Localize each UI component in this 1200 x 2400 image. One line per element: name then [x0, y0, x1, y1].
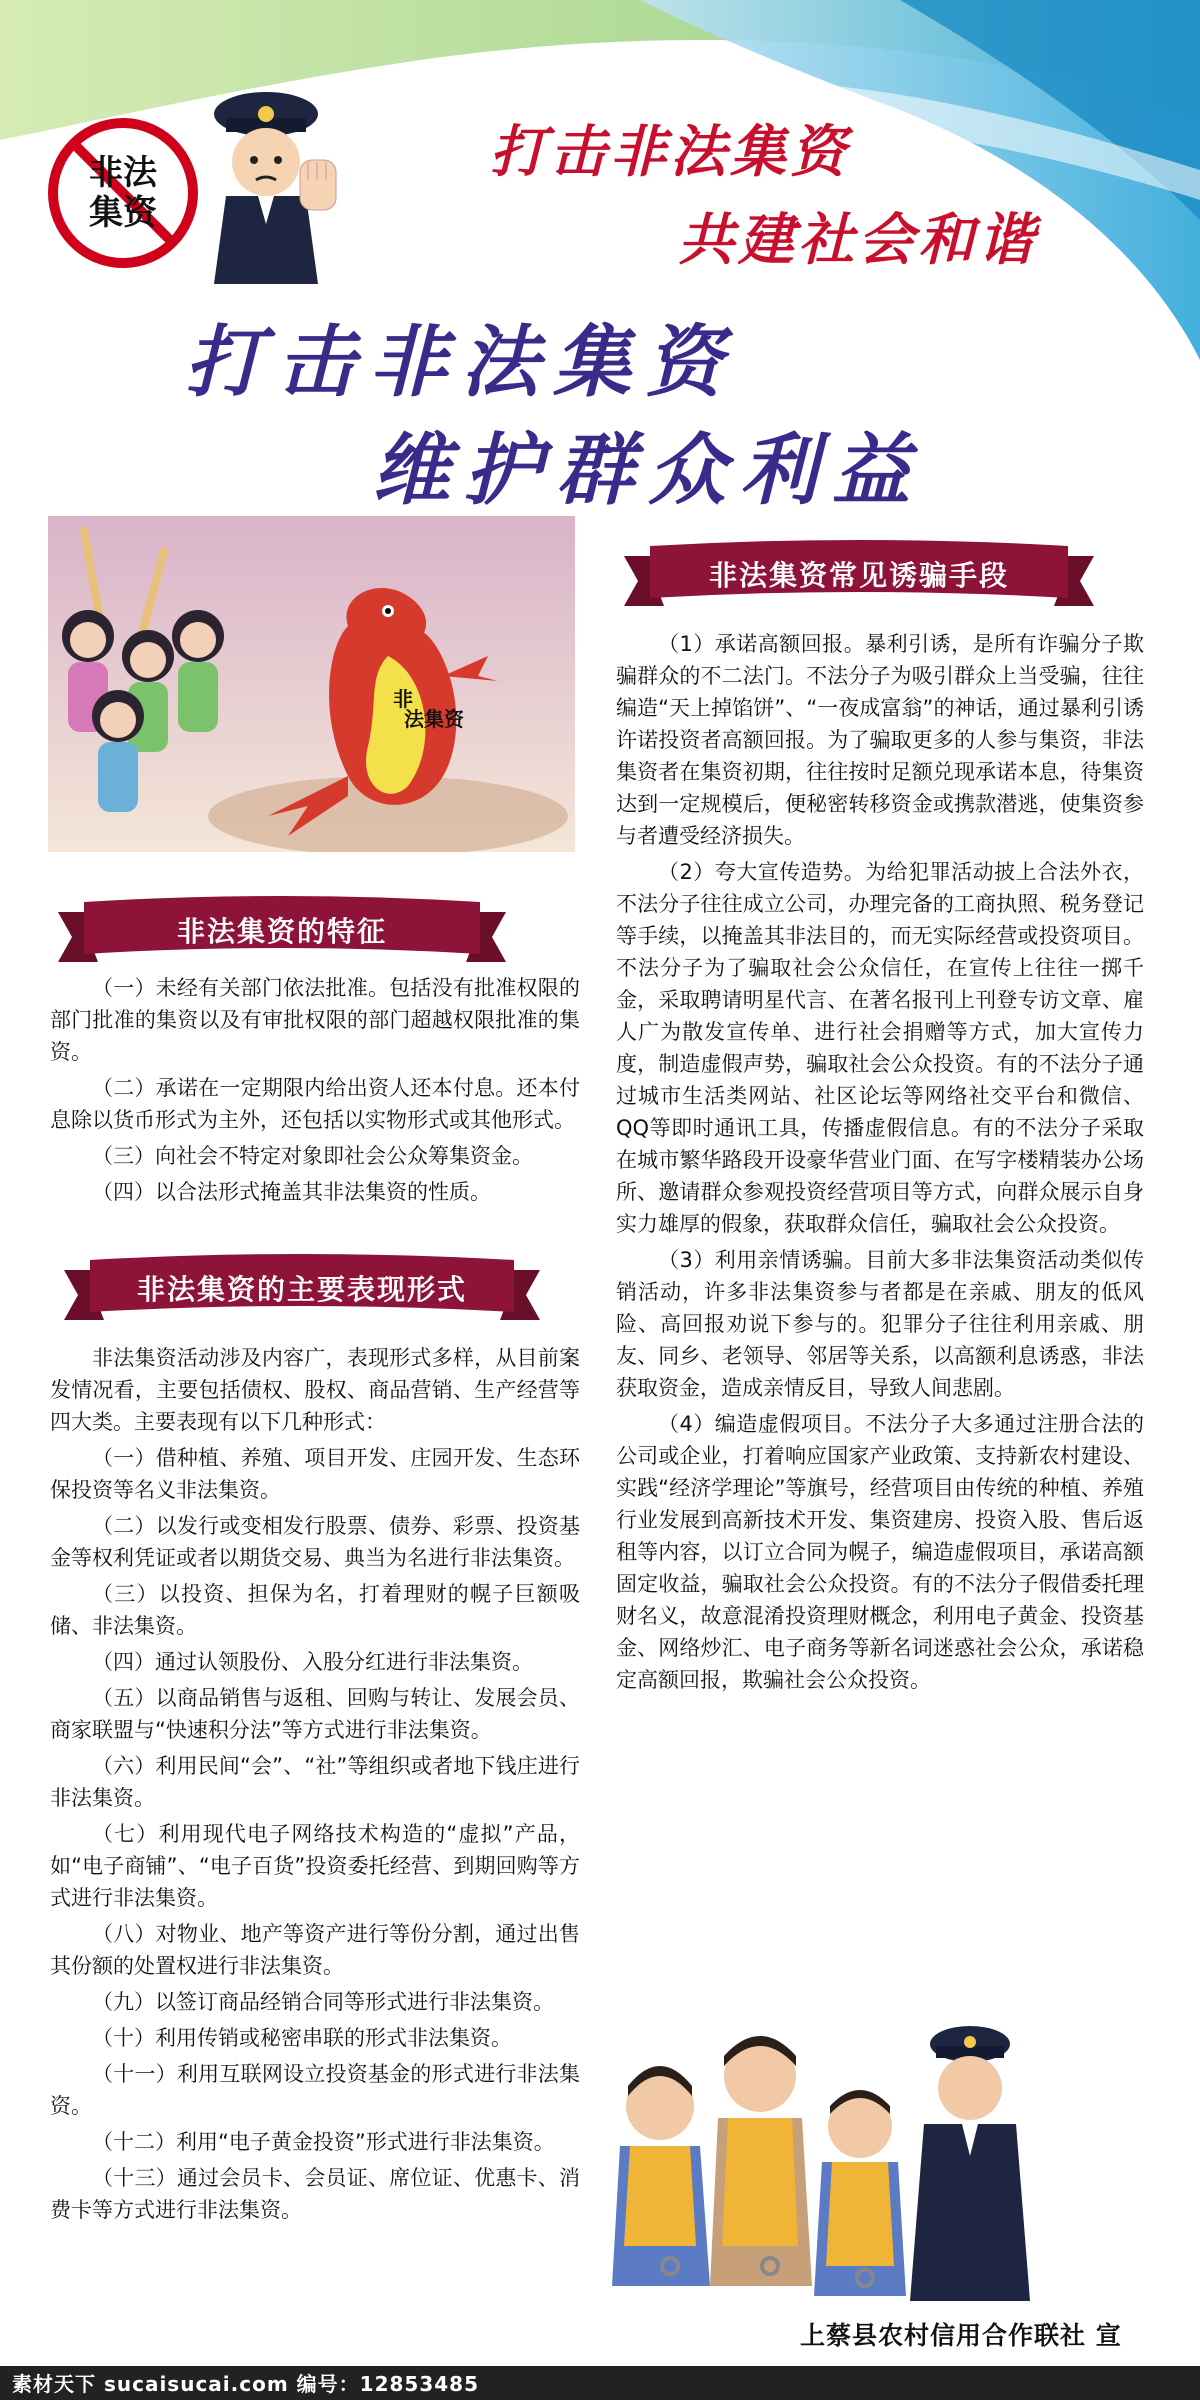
badge-text: [48, 118, 198, 268]
form-item: （十）利用传销或秘密串联的形式非法集资。: [92, 2026, 512, 2050]
forms-intro: 非法集资活动涉及内容广，表现形式多样，从目前案发情况看，主要包括债权、股权、商品营销、生产经营等四大类。主要表现有以下几种形式：: [50, 1346, 580, 1434]
form-item: （十三）通过会员卡、会员证、席位证、优惠卡、消费卡等方式进行非法集资。: [50, 2166, 580, 2222]
characteristics-banner: [58, 896, 506, 976]
form-item: （十二）利用“电子黄金投资”形式进行非法集资。: [92, 2130, 555, 2154]
characteristic-item: （一）未经有关部门依法批准。包括没有批准权限的部门批准的集资以及有审批权限的部门超越权限批准的集资。: [50, 976, 580, 1064]
form-item: （三）以投资、担保为名，打着理财的幌子巨额吸储、非法集资。: [50, 1582, 580, 1638]
form-item: （八）对物业、地产等资产进行等份分割，通过出售其份额的处置权进行非法集资。: [50, 1922, 580, 1978]
tricks-text: [616, 628, 1144, 1700]
form-item: （二）以发行或变相发行股票、债券、彩票、投资基金等权利凭证或者以期货交易、典当为名进行非法集资。: [50, 1514, 580, 1570]
trick-item: （4）编造虚假项目。不法分子大多通过注册合法的公司或企业，打着响应国家产业政策、支持新农村建设、实践“经济学理论”等旗号，经营项目由传统的种植、养殖行业发展到高新技术开发、集资建房、投资入股、售后返租等内容，以订立合同为幌子，编造虚假项目，承诺高额固定收益，骗取社会公众投资。有的不法分子假借委托理财名义，故意混淆投资理财概念，利用电子黄金、投资基金、网络炒汇、电子商务等新名词迷惑社会公众，承诺稳定高额回报，欺骗社会公众投资。: [616, 1412, 1144, 1692]
form-item: （十一）利用互联网设立投资基金的形式进行非法集资。: [50, 2062, 580, 2118]
trick-item: （2）夸大宣传造势。为给犯罪活动披上合法外衣，不法分子往往成立公司，办理完备的工商执照、税务登记等手续，以掩盖其非法目的，而无实际经营或投资项目。不法分子为了骗取社会公众信任，在宣传上往往一掷千金，采取聘请明星代言、在著名报刊上刊登专访文章、雇人广为散发宣传单、进行社会捐赠等方式，加大宣传力度，制造虚假声势，骗取社会公众投资。有的不法分子通过城市生活类网站、社区论坛等网络社交平台和微信、QQ等即时通讯工具，传播虚假信息。有的不法分子采取在城市繁华路段开设豪华营业门面、在写字楼精装办公场所、邀请群众参观投资经营项目等方式，向群众展示自身实力雄厚的假象，获取群众信任，骗取社会公众投资。: [616, 860, 1144, 1236]
crowd-vs-monster-illustration: [48, 516, 575, 852]
footer-organization: 上蔡县农村信用合作联社 宣: [800, 2321, 1122, 2350]
slogan-line-1: 打击非法集资: [490, 120, 850, 185]
characteristics-heading: 非法集资的特征: [176, 915, 387, 948]
tricks-banner: [624, 540, 1094, 620]
police-arrest-illustration: [600, 2016, 1090, 2306]
form-item: （一）借种植、养殖、项目开发、庄园开发、生态环保投资等名义非法集资。: [50, 1446, 580, 1502]
badge-line-1: 非法: [89, 153, 157, 193]
forms-text: [50, 1342, 580, 2230]
form-item: （九）以签订商品经销合同等形式进行非法集资。: [92, 1990, 554, 2014]
form-item: （六）利用民间“会”、“社”等组织或者地下钱庄进行非法集资。: [50, 1754, 580, 1810]
characteristic-item: （三）向社会不特定对象即社会公众筹集资金。: [92, 1144, 533, 1168]
trick-item: （3）利用亲情诱骗。目前大多非法集资活动类似传销活动，许多非法集资参与者都是在亲戚、朋友的低风险、高回报劝说下参与的。犯罪分子往往利用亲戚、朋友、同乡、老领导、邻居等关系，以高额利息诱惑，非法获取资金，造成亲情反目，导致人间悲剧。: [616, 1248, 1144, 1400]
tricks-heading: 非法集资常见诱骗手段: [708, 559, 1009, 592]
monster-tag-rest: 法集资: [404, 707, 464, 731]
forms-banner: [64, 1254, 540, 1334]
police-officer-icon: [196, 84, 346, 294]
main-title-line-1: 打击非法集资: [185, 318, 738, 408]
main-title-line-2: 维护群众利益: [372, 426, 925, 516]
characteristic-item: （二）承诺在一定期限内给出资人还本付息。还本付息除以货币形式为主外，还包括以实物形式或其他形式。: [50, 1076, 580, 1132]
form-item: （五）以商品销售与返租、回购与转让、发展会员、商家联盟与“快速积分法”等方式进行非法集资。: [50, 1686, 580, 1742]
watermark-text: 素材天下 sucaisucai.com 编号：12853485: [12, 2372, 479, 2396]
trick-item: （1）承诺高额回报。暴利引诱，是所有诈骗分子欺骗群众的不二法门。不法分子为吸引群众上当受骗，往往编造“天上掉馅饼”、“一夜成富翁”的神话，通过暴利引诱许诺投资者高额回报。为了骗取更多的人参与集资，非法集资者在集资初期，往往按时足额兑现承诺本息，待集资达到一定规模后，便秘密转移资金或携款潜逃，使集资参与者遭受经济损失。: [616, 632, 1144, 848]
characteristic-item: （四）以合法形式掩盖其非法集资的性质。: [92, 1180, 491, 1204]
slogan-line-2: 共建社会和谐: [678, 208, 1038, 273]
forms-heading: 非法集资的主要表现形式: [136, 1273, 467, 1306]
monster-tag-char: 非: [393, 687, 413, 711]
form-item: （四）通过认领股份、入股分红进行非法集资。: [92, 1650, 533, 1674]
characteristics-text: [50, 972, 580, 1212]
form-item: （七）利用现代电子网络技术构造的“虚拟”产品，如“电子商铺”、“电子百货”投资委托经营、到期回购等方式进行非法集资。: [50, 1822, 580, 1910]
badge-line-2: 集资: [89, 193, 157, 233]
